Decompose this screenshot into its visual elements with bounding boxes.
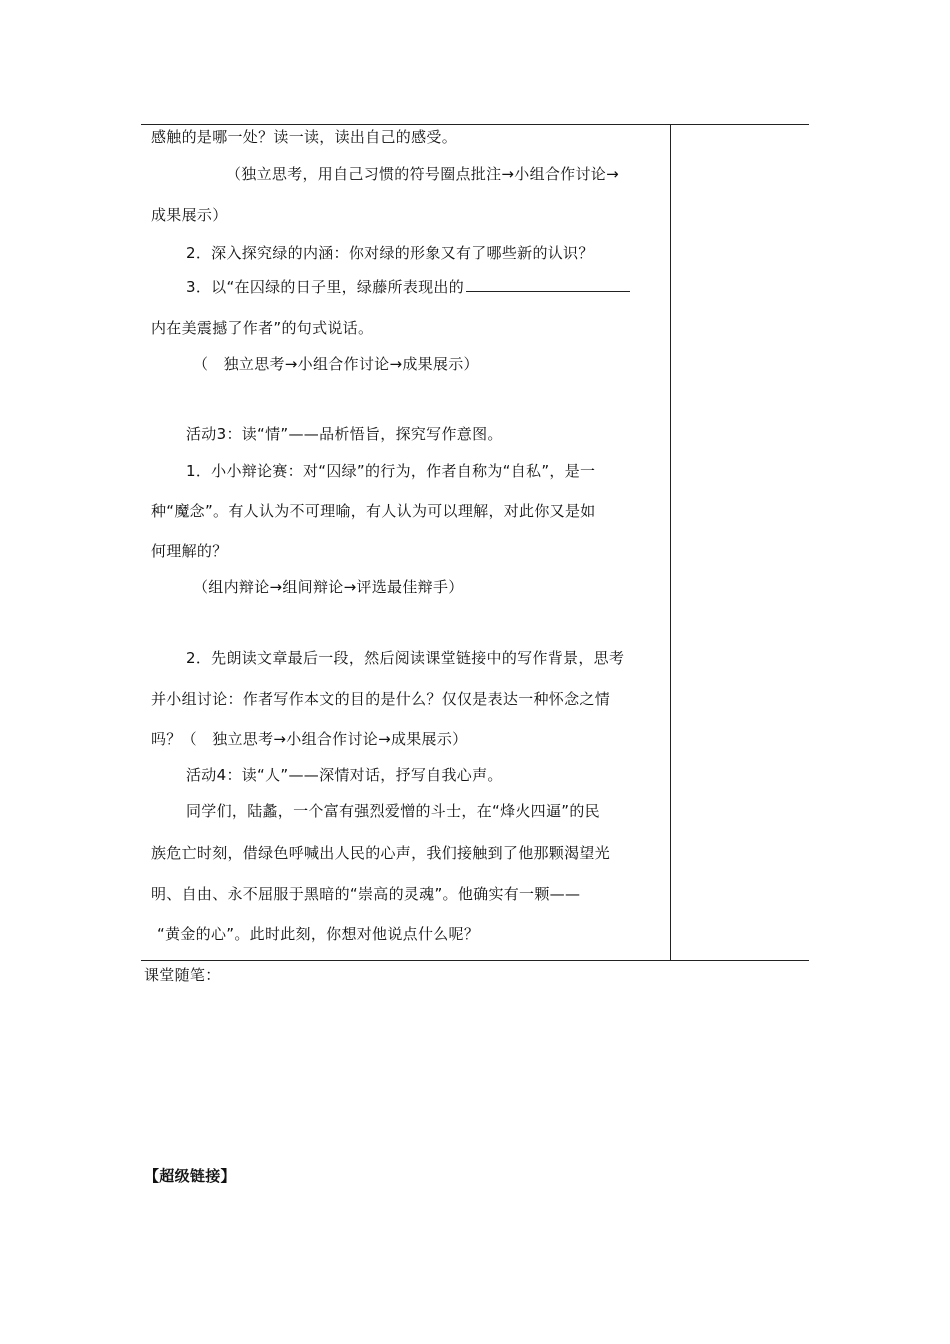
- super-link-heading: 【超级链接】: [144, 1167, 236, 1185]
- fill-in-line: [186, 277, 630, 297]
- table-column-divider: [670, 124, 671, 961]
- text-line: 何理解的？: [151, 542, 228, 560]
- answer-blank[interactable]: [466, 277, 630, 292]
- text-line: （组内辩论→组间辩论→评选最佳辩手）: [193, 578, 464, 596]
- activity-heading: 活动3：读“情”——品析悟旨，探究写作意图。: [186, 425, 503, 443]
- text-line: （ 独立思考→小组合作讨论→成果展示）: [193, 355, 479, 373]
- text-line: 明、自由、永不屈服于黑暗的“崇高的灵魂”。他确实有一颗——: [151, 885, 581, 903]
- text-line: 2．深入探究绿的内涵：你对绿的形象又有了哪些新的认识？: [186, 244, 594, 262]
- fill-in-prompt: 3．以“在囚绿的日子里，绿藤所表现出的: [186, 278, 465, 296]
- table-top-border: [141, 124, 809, 125]
- text-line: 感触的是哪一处？读一读，读出自己的感受。: [151, 128, 458, 146]
- text-line: 种“魔念”。有人认为不可理喻，有人认为可以理解，对此你又是如: [151, 502, 596, 520]
- text-line: 吗？（ 独立思考→小组合作讨论→成果展示）: [151, 730, 468, 748]
- text-line: 1．小小辩论赛：对“囚绿”的行为，作者自称为“自私”，是一: [186, 462, 596, 480]
- table-bottom-border: [141, 960, 809, 961]
- text-line: 同学们，陆蠡，一个富有强烈爱憎的斗士，在“烽火四逼”的民: [186, 802, 600, 820]
- text-line: （独立思考，用自己习惯的符号圈点批注→小组合作讨论→: [226, 165, 619, 183]
- text-line: 族危亡时刻，借绿色呼喊出人民的心声，我们接触到了他那颗渴望光: [151, 844, 611, 862]
- text-line: 内在美震撼了作者”的句式说话。: [151, 319, 374, 337]
- activity-heading: 活动4：读“人”——深情对话，抒写自我心声。: [186, 766, 503, 784]
- text-line: 并小组讨论：作者写作本文的目的是什么？仅仅是表达一种怀念之情: [151, 690, 611, 708]
- text-line: 成果展示）: [151, 206, 228, 224]
- text-line: “黄金的心”。此时此刻，你想对他说点什么呢？: [157, 925, 480, 943]
- notes-label: 课堂随笔：: [144, 966, 221, 984]
- text-line: 2．先朗读文章最后一段，然后阅读课堂链接中的写作背景，思考: [186, 649, 625, 667]
